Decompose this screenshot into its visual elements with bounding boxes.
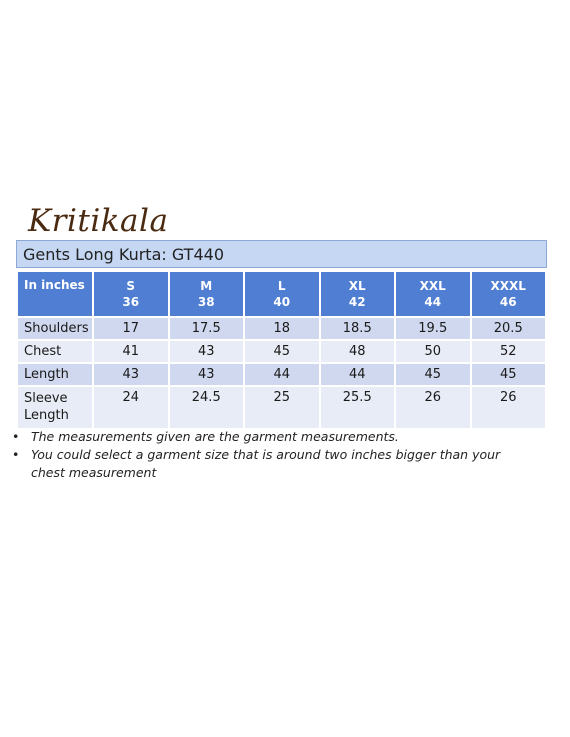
size-value: 44	[424, 295, 442, 309]
table-cell: 25	[245, 387, 319, 428]
brand-logo: Kritikala	[28, 203, 169, 239]
table-cell: 43	[94, 364, 168, 385]
table-cell: 44	[245, 364, 319, 385]
size-header	[94, 272, 168, 316]
size-header	[245, 272, 319, 316]
table-row	[18, 364, 545, 385]
row-label: Chest	[18, 341, 92, 362]
table-cell: 26	[396, 387, 470, 428]
size-chart-title: Gents Long Kurta: GT440	[16, 240, 547, 268]
table-cell: 50	[396, 341, 470, 362]
table-cell: 24	[94, 387, 168, 428]
table-cell: 48	[321, 341, 395, 362]
table-cell: 26	[472, 387, 546, 428]
table-cell: 45	[245, 341, 319, 362]
size-header	[170, 272, 244, 316]
table-cell: 17	[94, 318, 168, 339]
note-item	[10, 428, 530, 446]
table-row	[18, 341, 545, 362]
measurement-notes	[10, 428, 530, 482]
size-value: 40	[273, 295, 291, 309]
note-text: The measurements given are the garment measurements.	[31, 429, 399, 444]
size-code: XXXL	[490, 279, 526, 293]
size-header	[321, 272, 395, 316]
table-cell: 17.5	[170, 318, 244, 339]
table-cell: 43	[170, 341, 244, 362]
bullet-icon: •	[12, 447, 20, 462]
size-code: XL	[348, 279, 366, 293]
table-row	[18, 318, 545, 339]
note-item	[10, 446, 530, 482]
table-cell: 25.5	[321, 387, 395, 428]
row-label: Shoulders	[18, 318, 92, 339]
table-cell: 45	[472, 364, 546, 385]
table-cell: 44	[321, 364, 395, 385]
table-cell: 52	[472, 341, 546, 362]
note-text: You could select a garment size that is around two inches bigger than your chest measurement	[31, 447, 501, 480]
size-chart-table	[16, 270, 547, 430]
size-header	[396, 272, 470, 316]
size-value: 38	[197, 295, 215, 309]
size-value: 36	[122, 295, 140, 309]
size-value: 46	[499, 295, 517, 309]
table-cell: 24.5	[170, 387, 244, 428]
size-code: L	[277, 279, 286, 293]
table-cell: 18	[245, 318, 319, 339]
size-code: M	[200, 279, 213, 293]
table-cell: 18.5	[321, 318, 395, 339]
size-header	[472, 272, 546, 316]
table-cell: 45	[396, 364, 470, 385]
size-code: S	[126, 279, 136, 293]
row-label: Length	[18, 364, 92, 385]
table-header-row	[18, 272, 545, 316]
table-cell: 41	[94, 341, 168, 362]
table-cell: 20.5	[472, 318, 546, 339]
size-value: 42	[348, 295, 366, 309]
row-label: Sleeve Length	[18, 387, 92, 428]
table-cell: 19.5	[396, 318, 470, 339]
corner-label: In inches	[18, 272, 92, 316]
table-cell: 43	[170, 364, 244, 385]
table-row	[18, 387, 545, 428]
size-code: XXL	[419, 279, 446, 293]
bullet-icon: •	[12, 429, 20, 444]
